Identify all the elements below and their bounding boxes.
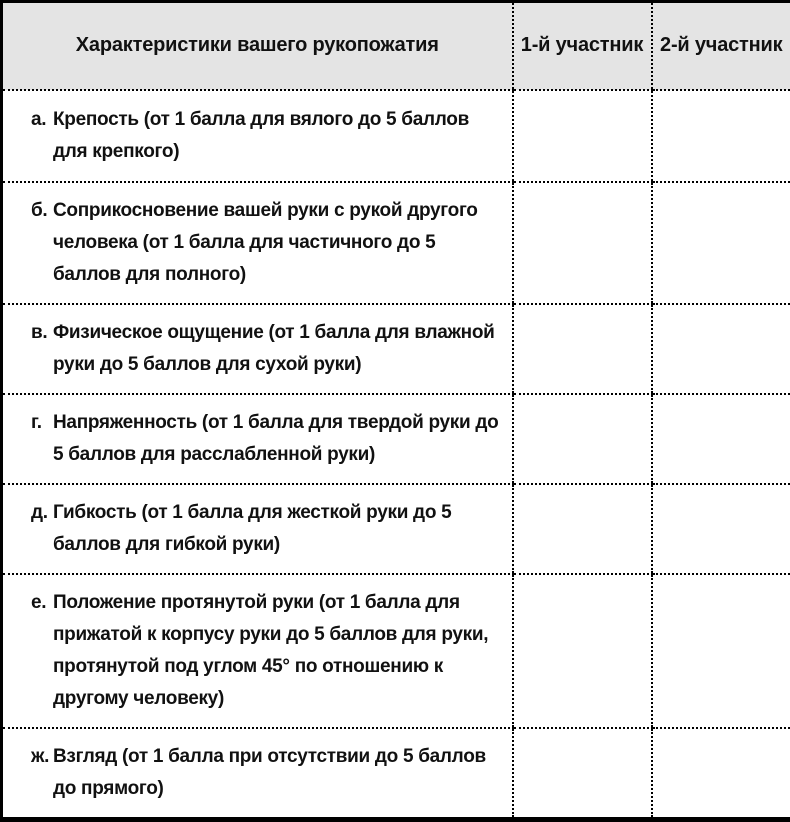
participant1-score-cell bbox=[513, 304, 652, 394]
row-letter: е. bbox=[31, 587, 53, 619]
row-letter: а. bbox=[31, 104, 53, 136]
participant1-score-cell bbox=[513, 394, 652, 484]
characteristic-cell bbox=[2, 394, 513, 484]
row-text: Взгляд (от 1 балла при отсутствии до 5 баллов до прямого) bbox=[53, 741, 502, 805]
row-letter: г. bbox=[31, 407, 53, 439]
characteristics-column-header: Характеристики вашего рукопожатия bbox=[2, 2, 513, 90]
row-text: Напряженность (от 1 балла для твердой руки до 5 баллов для расслабленной руки) bbox=[53, 407, 502, 471]
row-text: Гибкость (от 1 балла для жесткой руки до 5 баллов для гибкой руки) bbox=[53, 497, 502, 561]
row-text: Соприкосновение вашей руки с рукой другого человека (от 1 балла для частичного до 5 баллов для полного) bbox=[53, 195, 502, 291]
characteristic-cell bbox=[2, 484, 513, 574]
participant2-score-cell bbox=[652, 182, 790, 304]
row-text: Крепость (от 1 балла для вялого до 5 баллов для крепкого) bbox=[53, 104, 502, 168]
characteristic-cell bbox=[2, 304, 513, 394]
participant2-score-cell bbox=[652, 90, 790, 182]
row-letter: д. bbox=[31, 497, 53, 529]
characteristic-cell bbox=[2, 90, 513, 182]
table-row-v bbox=[2, 304, 790, 394]
table-row-g bbox=[2, 394, 790, 484]
row-letter: в. bbox=[31, 317, 53, 349]
row-text: Физическое ощущение (от 1 балла для влажной руки до 5 баллов для сухой руки) bbox=[53, 317, 502, 381]
characteristic-cell bbox=[2, 574, 513, 728]
table-row-d bbox=[2, 484, 790, 574]
participant2-score-cell bbox=[652, 394, 790, 484]
table-row-a bbox=[2, 90, 790, 182]
table-row-zh bbox=[2, 728, 790, 820]
participant1-score-cell bbox=[513, 182, 652, 304]
participant1-score-cell bbox=[513, 90, 652, 182]
participant1-score-cell bbox=[513, 728, 652, 820]
participant2-score-cell bbox=[652, 574, 790, 728]
characteristic-cell bbox=[2, 182, 513, 304]
participant1-score-cell bbox=[513, 574, 652, 728]
participant2-score-cell bbox=[652, 484, 790, 574]
participant2-score-cell bbox=[652, 728, 790, 820]
participant2-score-cell bbox=[652, 304, 790, 394]
row-text: Положение протянутой руки (от 1 балла для прижатой к корпусу руки до 5 баллов для руки, протянутой под углом 45° по отношению к другому человеку) bbox=[53, 587, 502, 715]
participant1-score-cell bbox=[513, 484, 652, 574]
header-row bbox=[2, 2, 790, 90]
table-row-e bbox=[2, 574, 790, 728]
table-row-b bbox=[2, 182, 790, 304]
row-letter: б. bbox=[31, 195, 53, 227]
row-letter: ж. bbox=[31, 741, 53, 773]
participant2-column-header: 2-й участник bbox=[652, 2, 790, 90]
characteristic-cell bbox=[2, 728, 513, 820]
participant1-column-header: 1-й участник bbox=[513, 2, 652, 90]
